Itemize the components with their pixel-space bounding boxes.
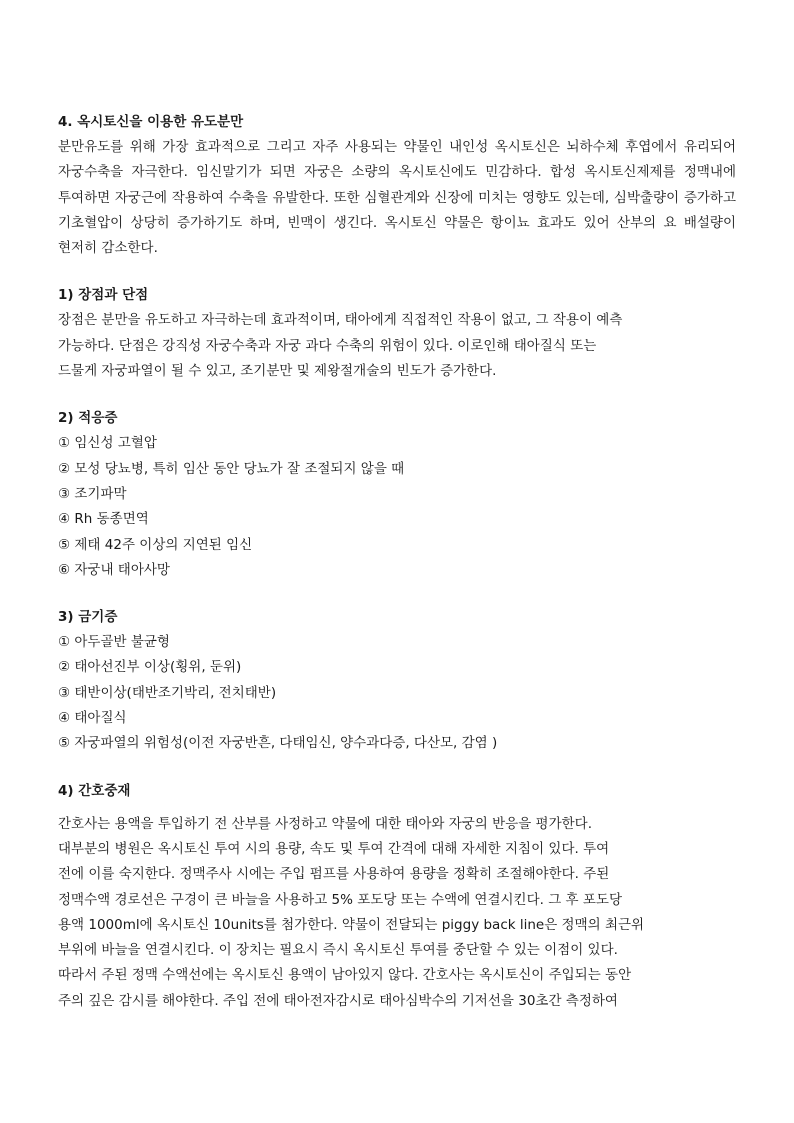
nursing-line: 주의 깊은 감시를 해야한다. 주입 전에 태아전자감시로 태아심박수의 기저선을 30초간 측정하여 (58, 992, 618, 1009)
list-item: ③ 태반이상(태반조기박리, 전치태반) (58, 684, 277, 701)
pros-cons-title: 1) 장점과 단점 (58, 287, 149, 304)
list-item: ② 태아선진부 이상(횡위, 둔위) (58, 659, 242, 676)
list-item: ① 아두골반 불균형 (58, 634, 170, 651)
list-item: ④ Rh 동종면역 (58, 511, 149, 528)
nursing-line: 따라서 주된 정맥 수액선에는 옥시토신 용액이 남아있지 않다. 간호사는 옥시토신이 주입되는 동안 (58, 967, 632, 984)
list-item: ④ 태아질식 (58, 710, 127, 727)
nursing-line: 전에 이를 숙지한다. 정맥주사 시에는 주입 펌프를 사용하여 용량을 정확히 조절해야한다. 주된 (58, 866, 610, 883)
list-item: ③ 조기파막 (58, 485, 127, 502)
pros-cons-line: 드물게 자궁파열이 될 수 있고, 조기분만 및 제왕절개술의 빈도가 증가한다. (58, 363, 497, 380)
list-item: ⑥ 자궁내 태아사망 (58, 561, 170, 578)
nursing-line: 용액 1000ml에 옥시토신 10units를 첨가한다. 약물이 전달되는 piggy back line은 정맥의 최근위 (58, 916, 645, 933)
list-item: ① 임신성 고혈압 (58, 435, 157, 452)
nursing-title: 4) 간호중재 (58, 782, 131, 799)
section-heading: 4. 옥시토신을 이용한 유도분만 (58, 114, 244, 130)
pros-cons-paragraph (58, 308, 736, 384)
nursing-line: 부위에 바늘을 연결시킨다. 이 장치는 필요시 즉시 옥시토신 투여를 중단할 수 있는 이점이 있다. (58, 942, 618, 959)
intro-paragraph: 분만유도를 위해 가장 효과적으로 그리고 자주 사용되는 약물인 내인성 옥시토신은 뇌하수체 후엽에서 유리되어 자궁수축을 자극한다. 임신말기가 되면 자궁은 소량의 옥시토신에도 민감하다. 합성 옥시토신제제를 정맥내에 투여하면 자궁근에 작용하여 수축을 유발한다. 또한 심혈관계와 신장에 미치는 영향도 있는데, 심박출량이 증가하고 기초혈압이 상당히 증가하기도 하며, 빈맥이 생긴다. 옥시토신 약물은 항이뇨 효과도 있어 산부의 요 배설량이 현저히 감소한다. (58, 139, 736, 257)
nursing-paragraph (58, 812, 736, 1014)
indications-list (58, 431, 736, 583)
nursing-line: 대부분의 병원은 옥시토신 투여 시의 용량, 속도 및 투여 간격에 대해 자세한 지침이 있다. 투여 (58, 840, 610, 857)
contraindications-title: 3) 금기증 (58, 609, 118, 626)
nursing-line: 간호사는 용액을 투입하기 전 산부를 사정하고 약물에 대한 태아와 자궁의 반응을 평가한다. (58, 815, 593, 832)
nursing-line: 정맥수액 경로선은 구경이 큰 바늘을 사용하고 5% 포도당 또는 수액에 연결시킨다. 그 후 포도당 (58, 891, 623, 908)
indications-title: 2) 적응증 (58, 410, 118, 427)
pros-cons-line: 가능하다. 단점은 강직성 자궁수축과 자궁 과다 수축의 위험이 있다. 이로인해 태아질식 또는 (58, 337, 597, 354)
list-item: ② 모성 당뇨병, 특히 임산 동안 당뇨가 잘 조절되지 않을 때 (58, 460, 405, 477)
pros-cons-line: 장점은 분만을 유도하고 자극하는데 효과적이며, 태아에게 직접적인 작용이 없고, 그 작용이 예측 (58, 312, 623, 329)
list-item: ⑤ 제태 42주 이상의 지연된 임신 (58, 536, 253, 553)
contraindications-list (58, 630, 736, 756)
list-item: ⑤ 자궁파열의 위험성(이전 자궁반흔, 다태임신, 양수과다증, 다산모, 감염 ) (58, 735, 498, 752)
